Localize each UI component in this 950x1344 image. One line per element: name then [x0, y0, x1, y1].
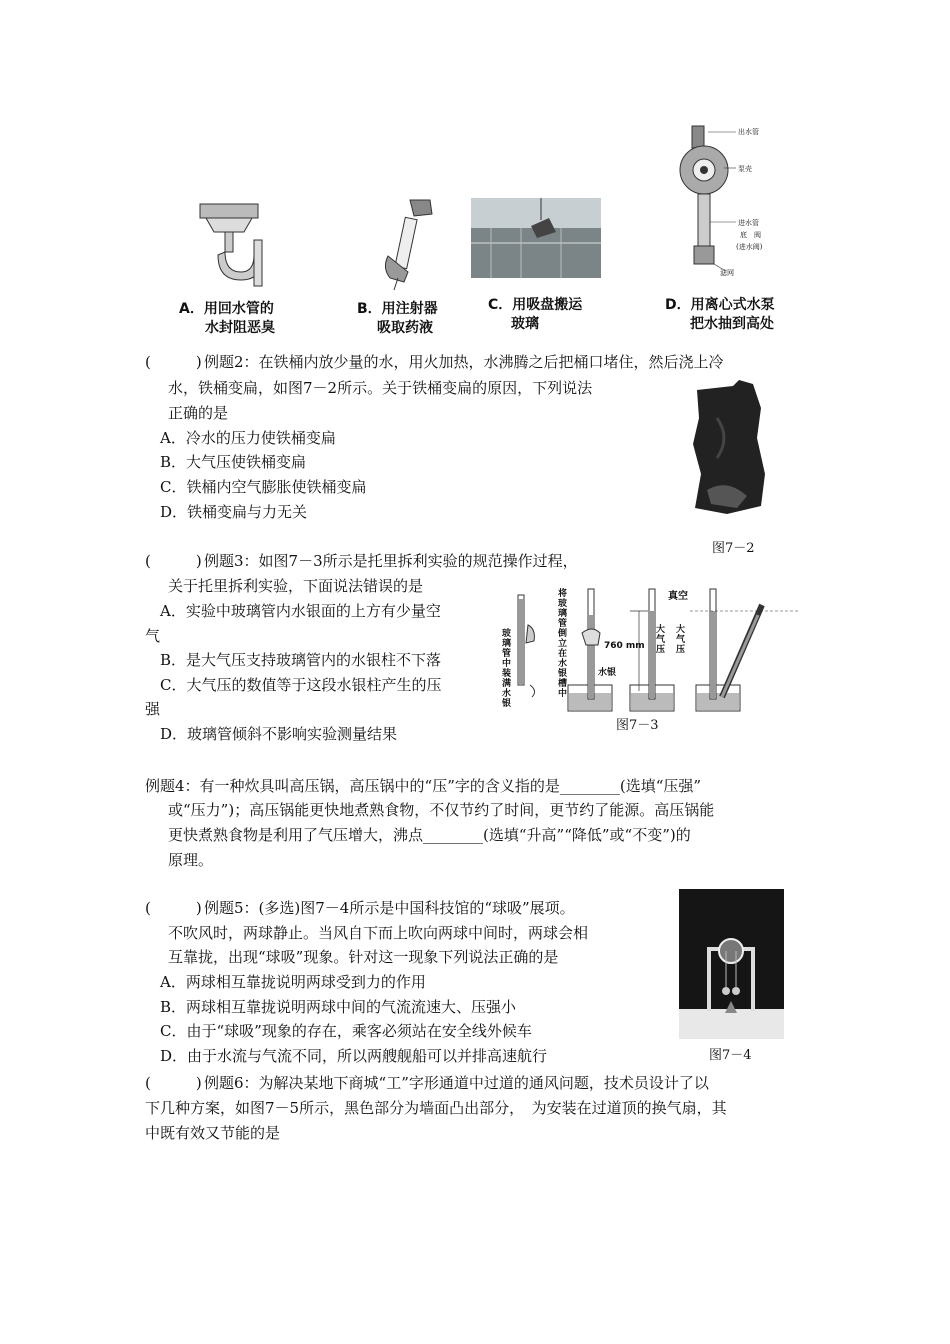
q4-line-4: 原理。: [168, 851, 214, 869]
pump-label-shell: 泵壳: [738, 165, 752, 173]
q3-option-d: D．玻璃管倾斜不影响实验测量结果: [160, 725, 398, 743]
q2-option-a: A．冷水的压力使铁桶变扁: [160, 429, 336, 447]
figure-7-3-label-fill: 玻璃管中装满水银: [502, 629, 512, 709]
figure-7-4-caption: 图7－4: [709, 1048, 752, 1063]
q3-option-c-cont: 强: [145, 700, 161, 718]
pump-label-filter: 滤网: [720, 269, 734, 277]
figure-7-3-label-invert: 将玻璃管倒立在水银槽中: [558, 589, 568, 699]
figure-d-label-1: D．用离心式水泵: [665, 297, 775, 313]
figure-b-label-2: 吸取药液: [377, 320, 433, 336]
q4-line-3: 更快煮熟食物是利用了气压增大，沸点________(选填“升高”“降低”或“不变”)的: [168, 826, 691, 844]
q6-line-2: 下几种方案，如图7－5所示，黑色部分为墙面凸出部分， 为安装在过道顶的换气扇，其: [145, 1099, 727, 1117]
q3-option-c: C．大气压的数值等于这段水银柱产生的压: [160, 676, 442, 694]
pump-label-valve-note: (进水阀): [736, 243, 763, 251]
q2-bracket: ( ): [145, 353, 202, 371]
figure-c-label-1: C．用吸盘搬运: [488, 297, 583, 313]
q6-bracket: ( ): [145, 1074, 202, 1092]
q6-line-1: 例题6：为解决某地下商城“工”字形通道中过道的通风问题，技术员设计了以: [204, 1074, 709, 1092]
q5-option-b: B．两球相互靠拢说明两球中间的气流流速大、压强小: [160, 998, 517, 1016]
figure-7-2-caption: 图7－2: [712, 541, 755, 556]
q3-option-b: B．是大气压支持玻璃管内的水银柱不下落: [160, 651, 442, 669]
figure-7-3-label-height: 760 mm: [604, 641, 645, 651]
q2-stem-line-2: 水，铁桶变扁，如图7－2所示。关于铁桶变扁的原因，下列说法: [168, 379, 593, 397]
figure-c-suction-glass: [471, 198, 601, 278]
figure-7-4-ball-suction-photo: [679, 889, 784, 1039]
q3-option-a: A．实验中玻璃管内水银面的上方有少量空: [160, 602, 441, 620]
figure-d-centrifugal-pump: [674, 124, 782, 276]
figure-a-label-1: A．用回水管的: [179, 301, 274, 317]
q3-stem-line-2: 关于托里拆利实验，下面说法错误的是: [168, 577, 424, 595]
pump-label-valve: 底 阀: [740, 231, 761, 239]
q2-stem-line-3: 正确的是: [168, 404, 229, 422]
figure-a-sink-trap: [196, 200, 276, 290]
figure-a-label-2: 水封阻恶臭: [205, 320, 275, 336]
q5-option-d: D．由于水流与气流不同，所以两艘舰船可以并排高速航行: [160, 1047, 548, 1065]
figure-c-label-2: 玻璃: [511, 316, 539, 332]
q2-option-d: D．铁桶变扁与力无关: [160, 503, 308, 521]
q2-option-c: C．铁桶内空气膨胀使铁桶变扁: [160, 478, 367, 496]
figure-d-label-2: 把水抽到高处: [690, 316, 774, 332]
pump-label-outlet: 出水管: [738, 128, 759, 136]
q3-option-a-cont: 气: [145, 627, 161, 645]
q4-line-2: 或“压力”)；高压锅能更快地煮熟食物，不仅节约了时间，更节约了能源。高压锅能: [168, 801, 715, 819]
figure-7-3-label-atm-1: 大气压: [656, 625, 666, 655]
q2-option-b: B．大气压使铁桶变扁: [160, 453, 307, 471]
figure-7-3-caption: 图7－3: [616, 718, 659, 733]
figure-b-syringe: [380, 196, 436, 292]
figure-7-3-label-mercury: 水银: [598, 668, 617, 678]
q6-line-3: 中既有效又节能的是: [145, 1124, 281, 1142]
figure-7-3-label-atm-2: 大气压: [676, 625, 686, 655]
q5-stem-line-2: 不吹风时，两球静止。当风自下而上吹向两球中间时，两球会相: [168, 924, 589, 942]
q3-stem-line-1: 例题3：如图7－3所示是托里拆利实验的规范操作过程，: [204, 552, 578, 570]
figure-b-label-1: B．用注射器: [357, 301, 438, 317]
figure-7-3-label-vacuum: 真空: [668, 591, 688, 602]
q2-stem-line-1: 例题2：在铁桶内放少量的水，用火加热，水沸腾之后把桶口堵住，然后浇上冷: [204, 353, 724, 371]
q5-bracket: ( ): [145, 899, 202, 917]
figure-7-3-torricelli: [500, 585, 800, 715]
q5-stem-line-1: 例题5：(多选)图7－4所示是中国科技馆的“球吸”展项。: [204, 899, 575, 917]
q5-stem-line-3: 互靠拢，出现“球吸”现象。针对这一现象下列说法正确的是: [168, 948, 559, 966]
q5-option-a: A．两球相互靠拢说明两球受到力的作用: [160, 973, 426, 991]
q4-line-1: 例题4：有一种炊具叫高压锅，高压锅中的“压”字的含义指的是________(选填“压强”: [145, 777, 702, 795]
q5-option-c: C．由于“球吸”现象的存在，乘客必须站在安全线外候车: [160, 1022, 532, 1040]
q3-bracket: ( ): [145, 552, 202, 570]
pump-label-inlet: 进水管: [738, 219, 759, 227]
figure-7-2-crushed-can: [687, 378, 771, 518]
